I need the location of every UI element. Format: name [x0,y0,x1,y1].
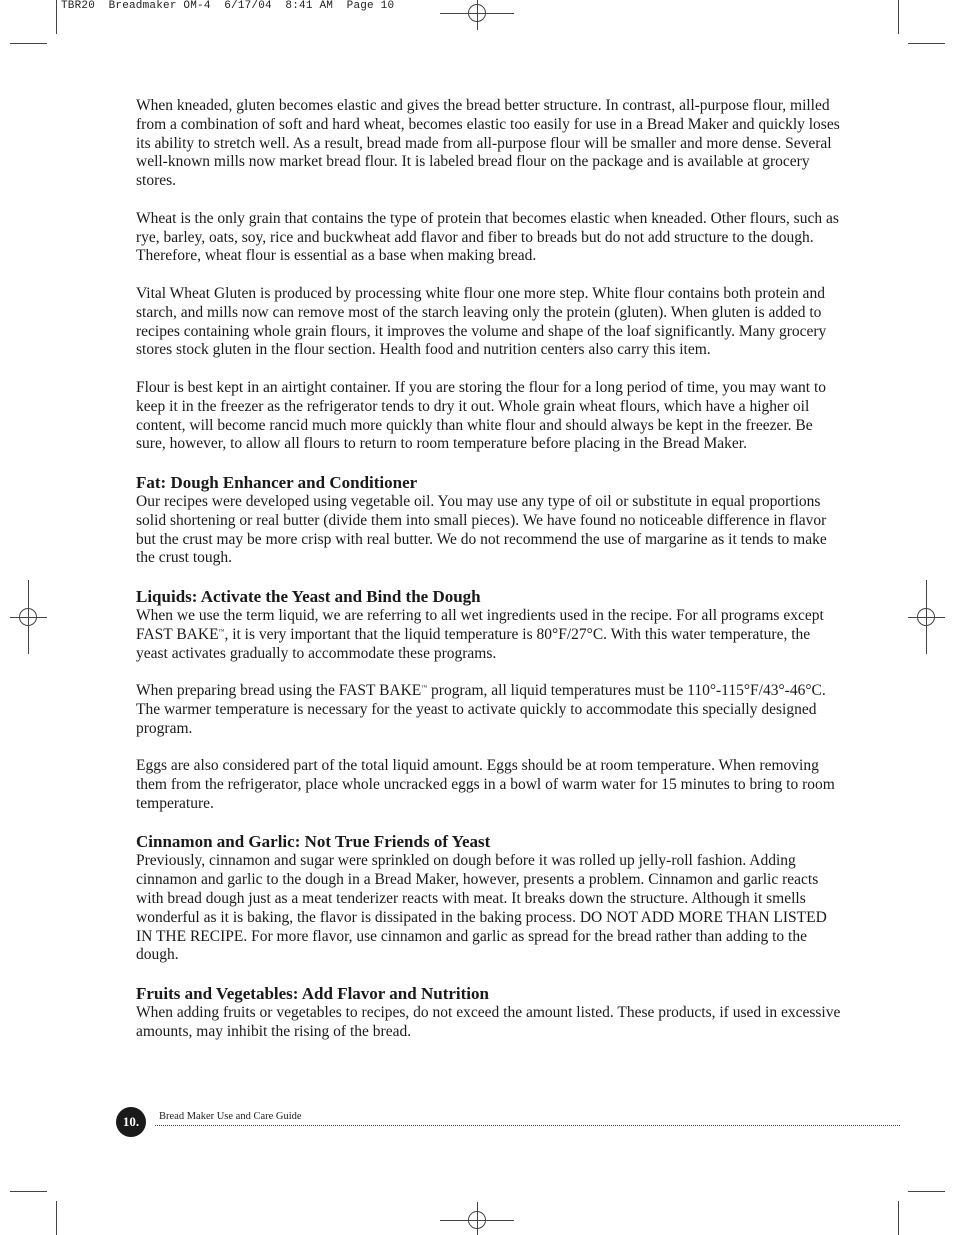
crop-mark [10,1191,47,1192]
print-slug: TBR20 Breadmaker OM-4 6/17/04 8:41 AM Page 10 [61,0,395,12]
section-fat [136,473,842,568]
crop-mark [908,43,945,44]
registration-circle-icon [468,4,486,22]
paragraph: Flour is best kept in an airtight container. If you are storing the flour for a long period of time, you may want to keep it in the freezer as the refrigerator tends to dry it out. Whole grain wheat flours, which have a higher oil content, will become rancid much more quickly than white flour and should always be kept in the freezer. Be sure, however, to allow all flours to return to room temperature before placing in the Bread Maker. [136,378,827,453]
section-fruits [136,984,842,1042]
paragraph: When adding fruits or vegetables to recipes, do not exceed the amount listed. These products, if used in excessive amounts, may inhibit the rising of the bread. [136,1004,841,1040]
text-run: , it is very important that the liquid temperature is 80°F/27°C. With this water temperature, the yeast activates gradually to accommodate these programs. [136,625,811,662]
footer-title: Bread Maker Use and Care Guide [159,1111,302,1122]
paragraph: Vital Wheat Gluten is produced by processing white flour one more step. White flour contains both protein and starch, and mills now can remove most of the starch leaving only the protein (gluten). When gluten is added to recipes containing whole grain flours, it improves the volume and shape of the loaf significantly. Many grocery stores stock gluten in the flour section. Health food and nutrition centers also carry this item. [136,284,827,359]
paragraph: Previously, cinnamon and sugar were sprinkled on dough before it was rolled up jelly-roll fashion. Adding cinnamon and garlic to the dough in a Bread Maker, however, presents a problem. Cinnamon and garlic reacts with bread dough just as a meat tenderizer reacts with meat. It breaks down the structure. Although it smells wonderful as it is baking, the flavor is dissipated in the baking process. DO NOT ADD MORE THAN LISTED IN THE RECIPE. For more flavor, use cinnamon and garlic as spread for the bread rather than adding to the dough. [136,852,827,964]
section-heading: Fat: Dough Enhancer and Conditioner [136,472,418,492]
section-heading: Liquids: Activate the Yeast and Bind the Dough [136,586,481,606]
section-heading: Cinnamon and Garlic: Not True Friends of Yeast [136,832,491,852]
crop-mark [898,1201,899,1235]
section-heading: Fruits and Vegetables: Add Flavor and Nutrition [136,984,489,1004]
section-cinnamon [136,832,842,965]
page-content [136,97,842,1060]
registration-circle-icon [19,608,37,626]
section-liquids [136,587,842,814]
paragraph: When kneaded, gluten becomes elastic and gives the bread better structure. In contrast, all-purpose flour, milled from a combination of soft and hard wheat, becomes elastic too easily for use in a Bread Maker and quickly loses its ability to stretch well. As a result, bread made from all-purpose flour will be smaller and more dense. Several well-known mills now market bread flour. It is labeled bread flour on the package and is available at grocery stores. [136,97,840,190]
crop-mark [908,1191,945,1192]
text-run: When we use the term liquid, we are referring to all wet ingredients used in the recipe. For all programs except FAST BAKE [136,606,824,643]
paragraph: Our recipes were developed using vegetable oil. You may use any type of oil or substitute in equal proportions solid shortening or real butter (divide them into small pieces). We have found no noticeable difference in flavor but the crust may be more crisp with real butter. We do not recommend the use of margarine as it tends to make the crust tough. [136,492,827,567]
crop-mark [56,0,57,34]
registration-circle-icon [917,608,935,626]
footer-divider [155,1125,900,1126]
page-number-badge: 10. [116,1107,146,1137]
crop-mark [898,0,899,34]
crop-mark [56,1201,57,1235]
text-run: When preparing bread using the FAST BAKE [136,682,422,700]
paragraph: Wheat is the only grain that contains the type of protein that becomes elastic when kneaded. Other flours, such as rye, barley, oats, soy, rice and buckwheat add flavor and fiber to breads but do not add structure to the dough. Therefore, wheat flour is essential as a base when making bread. [136,209,839,265]
crop-mark [10,43,47,44]
registration-circle-icon [468,1211,486,1229]
paragraph [136,682,842,738]
text-run: program, all liquid temperatures must be 110°-115°F/43°-46°C. The warmer temperature is necessary for the yeast to activate quickly to accommodate this specially designed program. [136,682,826,737]
paragraph [136,607,842,663]
trademark-symbol: ™ [218,628,225,635]
paragraph: Eggs are also considered part of the total liquid amount. Eggs should be at room temperature. When removing them from the refrigerator, place whole uncracked eggs in a bowl of warm water for 15 minutes to bring to room temperature. [136,757,835,812]
trademark-symbol: ™ [421,685,428,692]
